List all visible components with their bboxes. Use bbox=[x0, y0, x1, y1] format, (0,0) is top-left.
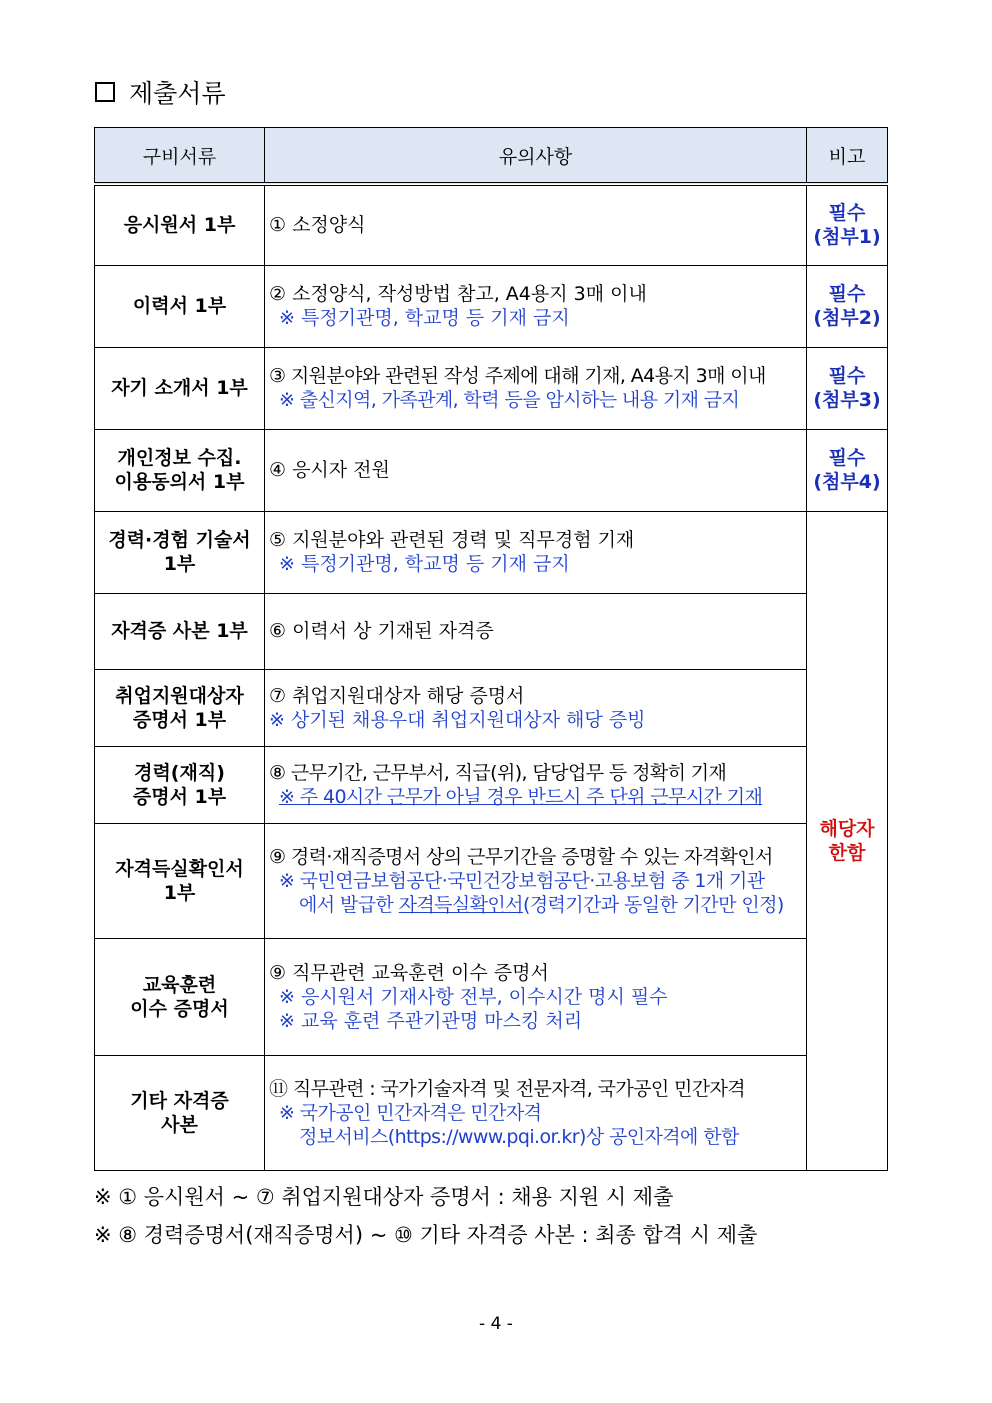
doc-name: 자격증 사본 1부 bbox=[95, 593, 265, 669]
section-heading bbox=[95, 74, 226, 110]
header-notes: 유의사항 bbox=[265, 128, 807, 185]
doc-name: 응시원서 1부 bbox=[95, 184, 265, 265]
table-row bbox=[95, 669, 888, 746]
certificate-underlined-text: 자격득실확인서 bbox=[398, 893, 523, 916]
doc-note: ⑧ 근무기간, 근무부서, 직급(위), 담당업무 등 정확히 기재 ※ 주 40시간 근무가 아닐 경우 반드시 주 단위 근무시간 기재 bbox=[265, 746, 807, 823]
doc-note: ⑨ 직무관련 교육훈련 이수 증명서 ※ 응시원서 기재사항 전부, 이수시간 명시 필수 ※ 교육 훈련 주관기관명 마스킹 처리 bbox=[265, 938, 807, 1055]
doc-note: ④ 응시자 전원 bbox=[265, 429, 807, 511]
applicable-remark: 해당자 한함 bbox=[807, 511, 888, 1170]
doc-name: 취업지원대상자 증명서 1부 bbox=[95, 669, 265, 746]
doc-name: 교육훈련 이수 증명서 bbox=[95, 938, 265, 1055]
doc-name: 기타 자격증 사본 bbox=[95, 1055, 265, 1170]
table-row bbox=[95, 1055, 888, 1170]
required-remark: 필수 (첨부4) bbox=[807, 429, 888, 511]
required-remark: 필수 (첨부3) bbox=[807, 347, 888, 429]
header-documents: 구비서류 bbox=[95, 128, 265, 185]
required-remark: 필수 (첨부1) bbox=[807, 184, 888, 265]
doc-note: ⑤ 지원분야와 관련된 경력 및 직무경험 기재 ※ 특정기관명, 학교명 등 기재 금지 bbox=[265, 511, 807, 593]
footnote-final: ※ ⑧ 경력증명서(재직증명서) ~ ⑩ 기타 자격증 사본 : 최종 합격 시 제출 bbox=[94, 1223, 758, 1247]
documents-table bbox=[94, 127, 888, 1171]
table-row bbox=[95, 746, 888, 823]
table-row bbox=[95, 429, 888, 511]
table-row bbox=[95, 184, 888, 265]
page-number: - 4 - bbox=[479, 1314, 513, 1334]
footnote-submission: ※ ① 응시원서 ~ ⑦ 취업지원대상자 증명서 : 채용 지원 시 제출 bbox=[94, 1185, 674, 1209]
doc-note: ② 소정양식, 작성방법 참고, A4용지 3매 이내 ※ 특정기관명, 학교명 등 기재 금지 bbox=[265, 265, 807, 347]
table-row bbox=[95, 823, 888, 938]
doc-note: ③ 지원분야와 관련된 작성 주제에 대해 기재, A4용지 3매 이내 ※ 출신지역, 가족관계, 학력 등을 암시하는 내용 기재 금지 bbox=[265, 347, 807, 429]
table-row bbox=[95, 265, 888, 347]
doc-note: ⑪ 직무관련 : 국가기술자격 및 전문자격, 국가공인 민간자격 ※ 국가공인 민간자격은 민간자격 정보서비스(https://www.pqi.or.kr)상 공인자격에 한함 bbox=[265, 1055, 807, 1170]
section-heading-text: 제출서류 bbox=[129, 79, 226, 108]
doc-note: ① 소정양식 bbox=[265, 184, 807, 265]
table-row bbox=[95, 511, 888, 593]
doc-name: 개인정보 수집. 이용동의서 1부 bbox=[95, 429, 265, 511]
doc-note: ⑥ 이력서 상 기재된 자격증 bbox=[265, 593, 807, 669]
doc-note: ⑦ 취업지원대상자 해당 증명서 ※ 상기된 채용우대 취업지원대상자 해당 증빙 bbox=[265, 669, 807, 746]
checkbox-square-icon bbox=[95, 82, 115, 102]
required-remark: 필수 (첨부2) bbox=[807, 265, 888, 347]
table-row bbox=[95, 347, 888, 429]
doc-name: 자격득실확인서 1부 bbox=[95, 823, 265, 938]
doc-name: 이력서 1부 bbox=[95, 265, 265, 347]
doc-name: 경력(재직) 증명서 1부 bbox=[95, 746, 265, 823]
table-header-row bbox=[95, 128, 888, 185]
header-remarks: 비고 bbox=[807, 128, 888, 185]
doc-name: 자기 소개서 1부 bbox=[95, 347, 265, 429]
table-row bbox=[95, 938, 888, 1055]
doc-name: 경력·경험 기술서 1부 bbox=[95, 511, 265, 593]
doc-note: ⑨ 경력·재직증명서 상의 근무기간을 증명할 수 있는 자격확인서 ※ 국민연금보험공단·국민건강보험공단·고용보험 중 1개 기관 에서 발급한 자격득실확인서(경력기간과 동일한 기간만 인정) bbox=[265, 823, 807, 938]
table-row bbox=[95, 593, 888, 669]
